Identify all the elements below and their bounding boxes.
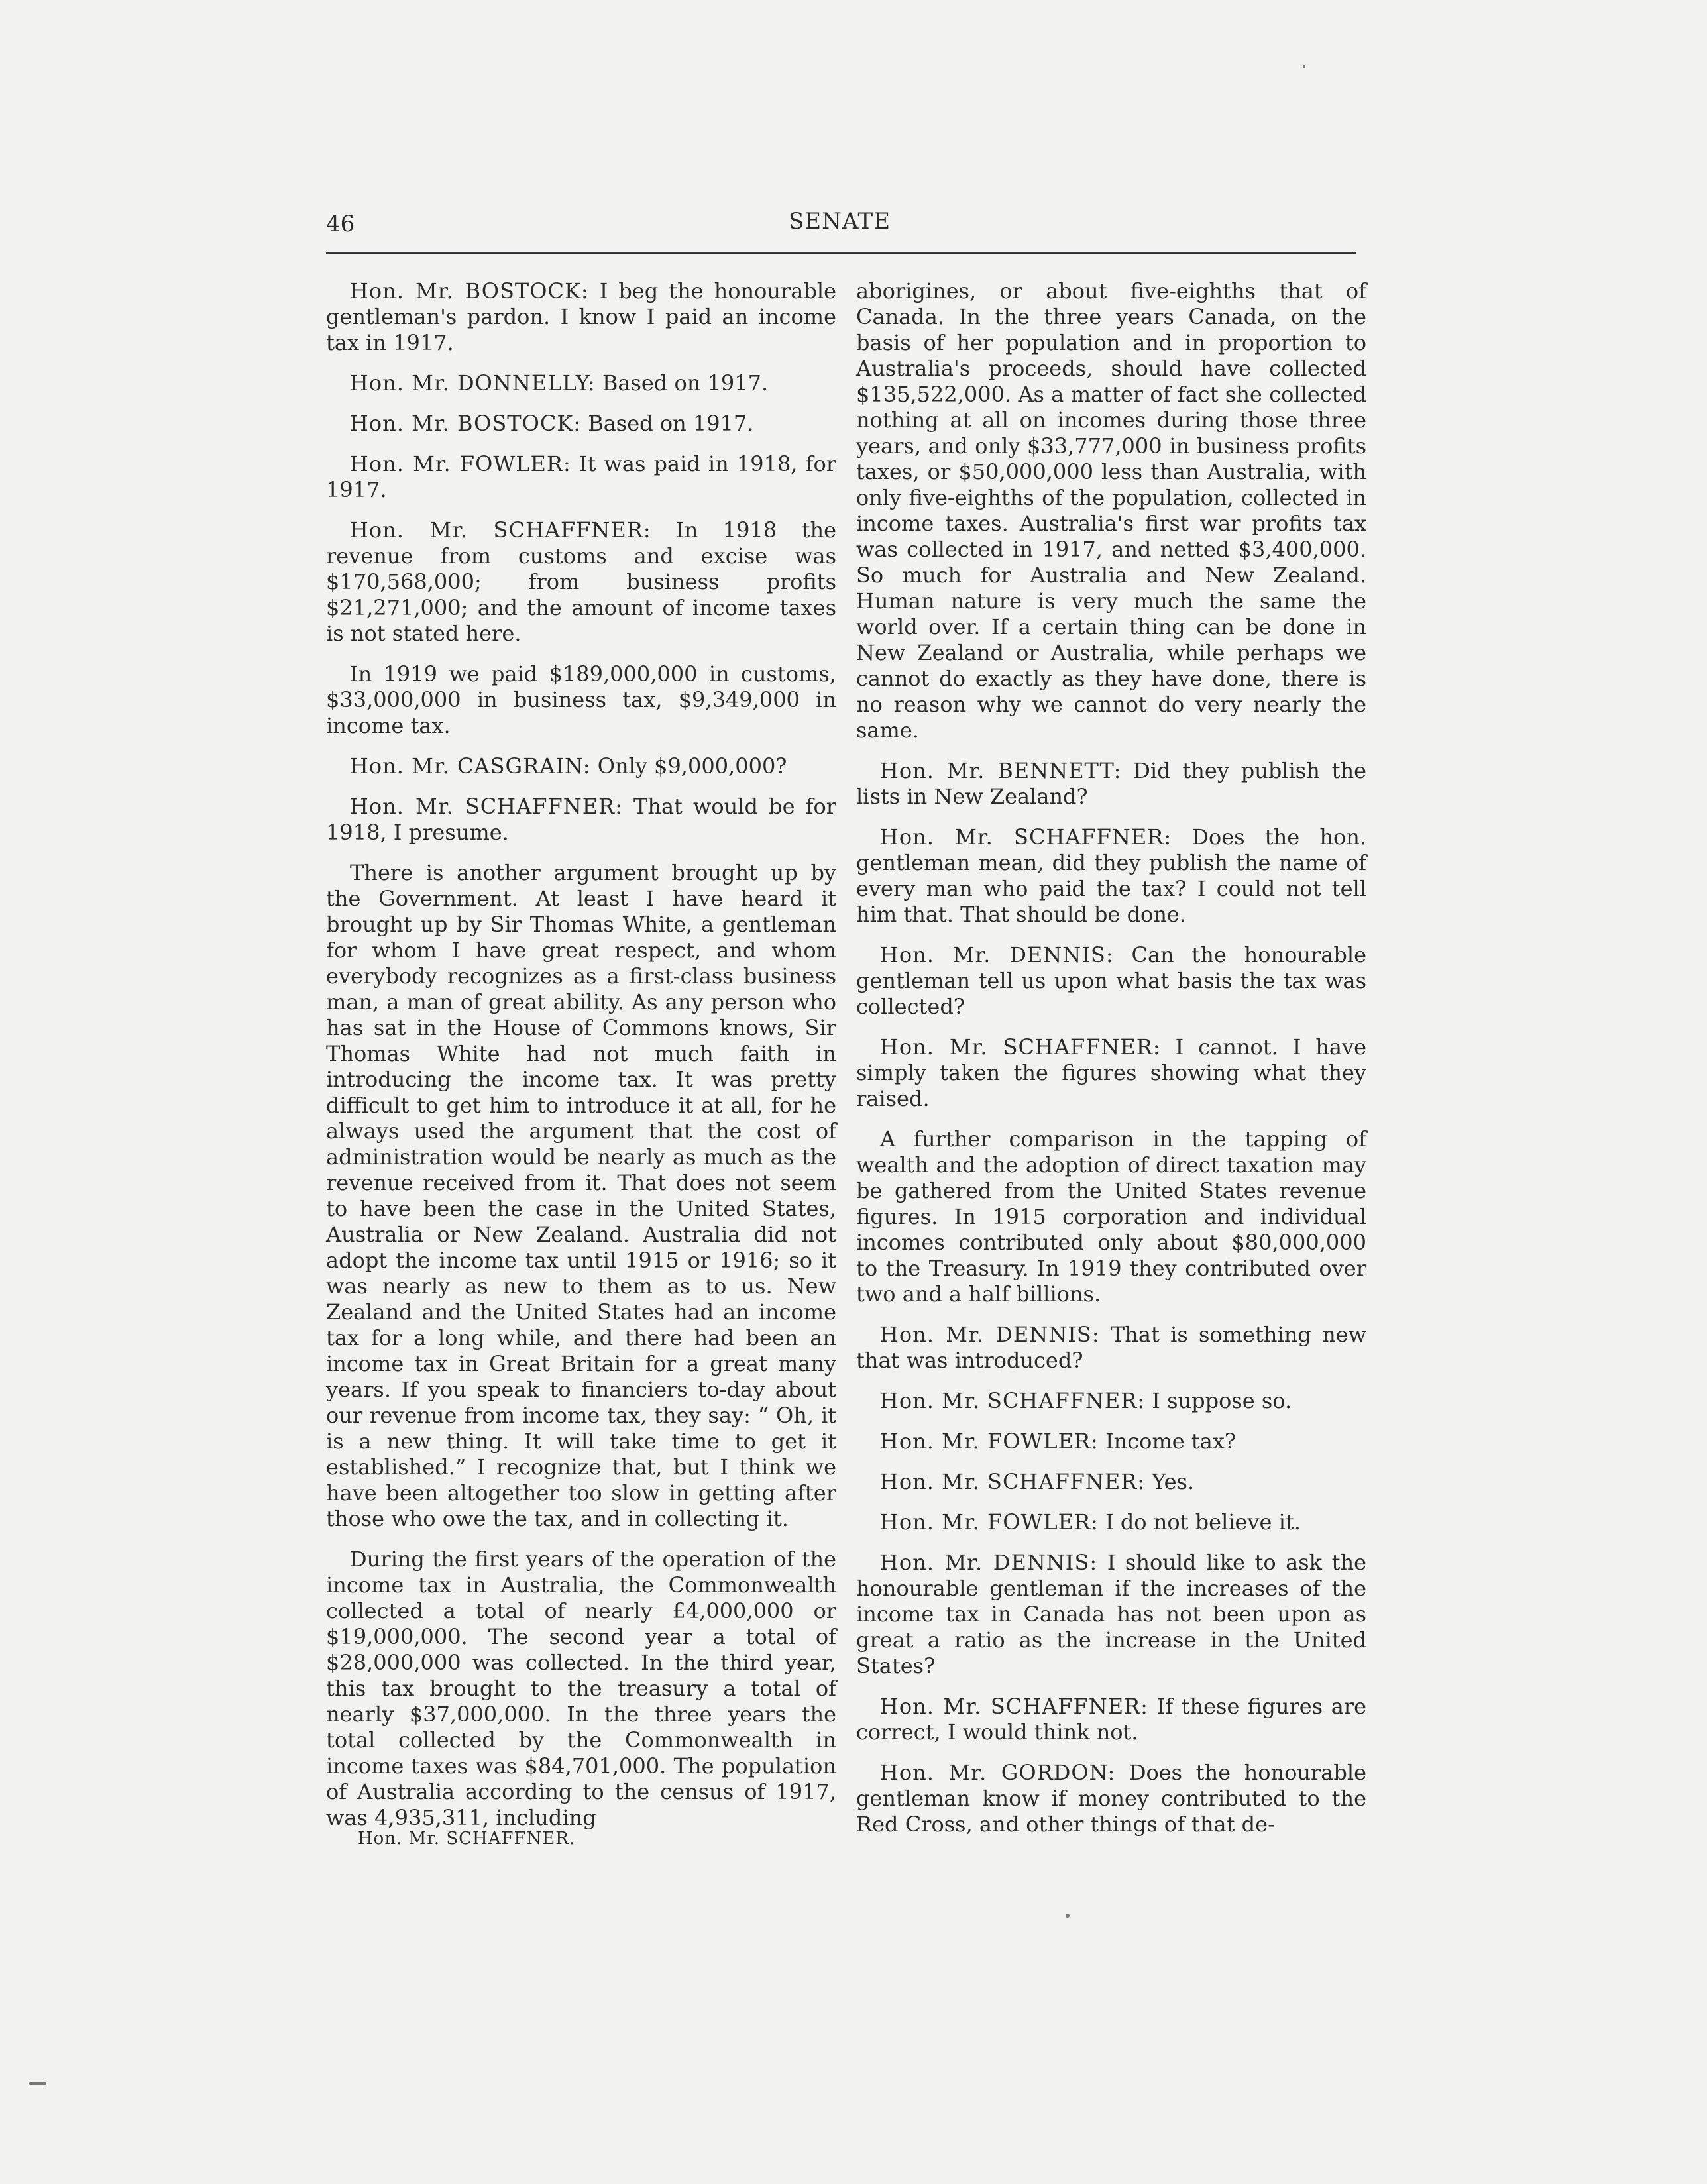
paragraph [856,1034,1366,1112]
page-number: 46 [326,211,355,237]
speech-text: That would be for 1918, I presume. [326,794,836,845]
paragraph [856,942,1366,1020]
speaker-name: Hon. Mr. DENNIS: [880,942,1114,967]
speech-text: It was paid in 1918, for 1917. [326,451,837,502]
speaker-name: Hon. Mr. SCHAFFNER: [880,1388,1146,1413]
paragraph [856,1126,1366,1307]
speech-text: If these figures are correct, I would think not. [856,1694,1367,1745]
paragraph [326,860,836,1532]
paragraph [326,794,836,846]
speaker-name: Hon. Mr. BENNETT: [880,758,1122,783]
paragraph [326,753,836,779]
speech-text: Income tax? [1105,1429,1237,1454]
speaker-name: Hon. Mr. FOWLER: [880,1429,1099,1454]
speech-text: Yes. [1152,1469,1195,1494]
paragraph [326,278,836,356]
speaker-name: Hon. Mr. DONNELLY: [350,370,596,396]
paragraph [326,451,836,503]
paragraph [856,1550,1366,1679]
speech-text: Does the honourable gentleman know if money contributed to the Red Cross, and other things of that de- [856,1760,1367,1837]
scan-speck [1066,1914,1070,1918]
speech-text: I suppose so. [1152,1388,1292,1413]
paragraph [326,411,836,437]
scan-speck [29,2082,46,2085]
speaker-name: Hon. Mr. DENNIS: [880,1550,1098,1575]
speaker-name: Hon. Mr. BOSTOCK: [350,278,589,303]
speech-text: Only $9,000,000? [597,753,787,779]
speaker-name: Hon. Mr. SCHAFFNER: [880,1694,1148,1719]
speech-text: I cannot. I have simply taken the figures showing what they raised. [856,1034,1367,1111]
running-head: SENATE [789,208,891,235]
paragraph [856,1694,1366,1745]
speech-text: In 1919 we paid $189,000,000 in customs, $33,000,000 in business tax, $9,349,000 in income tax. [326,661,836,738]
speech-text: Does the hon. gentleman mean, did they publish the name of every man who paid the tax? I could not tell him that. That should be done. [856,824,1367,927]
speaker-name: Hon. Mr. SCHAFFNER: [350,518,651,543]
speech-text: Based on 1917. [602,370,769,396]
speaker-name: Hon. Mr. SCHAFFNER: [880,1034,1161,1060]
paragraph [856,1388,1366,1414]
speech-text: During the first years of the operation of the income tax in Australia, the Commonwealth collected a total of nearly £4,000,000 or $19,000,000. The second year a total of $28,000,000 was collected. In the third year, this tax brought to the treasury a total of nearly $37,000,000. In the three years the total collected by the Commonwealth in income taxes was $84,701,000. The population of Australia according to the census of 1917, was 4,935,311, including [326,1547,836,1830]
paragraph [856,1760,1366,1837]
speaker-name: Hon. Mr. BOSTOCK: [350,411,582,436]
speech-text: Based on 1917. [588,411,754,436]
speaker-name: Hon. Mr. GORDON: [880,1760,1116,1785]
speaker-name: Hon. Mr. SCHAFFNER: [350,794,623,819]
scan-speck [1303,65,1305,68]
speech-text: I beg the honourable gentleman's pardon. I know I paid an income tax in 1917. [326,278,837,355]
paragraph [856,824,1366,928]
speech-text: Did they publish the lists in New Zealand? [856,758,1367,809]
paragraph [856,1509,1366,1535]
speaker-name: Hon. Mr. FOWLER: [350,451,571,476]
paragraph [856,278,1366,743]
speech-text: That is something new that was introduced? [856,1322,1367,1373]
speech-text: In 1918 the revenue from customs and excise was $170,568,000; from business profits $21,271,000; and the amount of income taxes is not stated here. [326,518,837,646]
speech-text: A further comparison in the tapping of wealth and the adoption of direct taxation may be gathered from the United States revenue figures. In 1915 corporation and individual incomes contributed only about $80,000,000 to the Treasury. In 1919 they contributed over two and a half billions. [856,1126,1366,1307]
speech-text: There is another argument brought up by the Government. At least I have heard it brought up by Sir Thomas White, a gentleman for whom I have great respect, and whom everybody recognizes as a first-class business man, a man of great ability. As any person who has sat in the House of Commons knows, Sir Thomas White had not much faith in introducing the income tax. It was pretty difficult to get him to introduce it at all, for he always used the argument that the cost of administration would be nearly as much as the revenue received from it. That does not seem to have been the case in the United States, Australia or New Zealand. Australia did not adopt the income tax until 1915 or 1916; so it was nearly as new to them as to us. New Zealand and the United States had an income tax for a long while, and there had been an income tax in Great Britain for a great many years. If you speak to financiers to-day about our revenue from income tax, they say: “ Oh, it is a new thing. It will take time to get it established.” I recognize that, but I think we have been altogether too slow in getting after those who owe the tax, and in collecting it. [326,860,836,1531]
speaker-name: Hon. Mr. SCHAFFNER: [880,1469,1146,1494]
paragraph [856,758,1366,810]
speech-text: aborigines, or about five-eighths that of Canada. In the three years Canada, on the basis of her population and in proportion to Australia's proceeds, should have collected $135,522,000. As a matter of fact she collected nothing at all on incomes during those three years, and only $33,777,000 in business profits taxes, or $50,000,000 less than Australia, with only five-eighths of the population, collected in income taxes. Australia's first war profits tax was collected in 1917, and netted $3,400,000. So much for Australia and New Zealand. Human nature is very much the same the world over. If a certain thing can be done in New Zealand or Australia, while perhaps we cannot do exactly as they have done, there is no reason why we cannot do very nearly the same. [856,278,1366,743]
running-footer: Hon. Mr. SCHAFFNER. [358,1829,576,1849]
paragraph [856,1469,1366,1495]
speech-text: I do not believe it. [1105,1509,1301,1535]
paragraph [326,1547,836,1831]
paragraph [326,661,836,739]
paragraph [326,518,836,647]
speech-text: Can the honourable gentleman tell us upon what basis the tax was collected? [856,942,1367,1019]
speech-text: I should like to ask the honourable gentleman if the increases of the income tax in Canada has not been upon as great a ratio as the increase in the United States? [856,1550,1367,1678]
speaker-name: Hon. Mr. SCHAFFNER: [880,824,1172,849]
paragraph [856,1322,1366,1374]
paragraph [326,370,836,396]
right-column [856,278,1366,1852]
speaker-name: Hon. Mr. DENNIS: [880,1322,1100,1347]
left-column [326,278,836,1845]
header-rule [326,252,1356,254]
speaker-name: Hon. Mr. CASGRAIN: [350,753,591,779]
paragraph [856,1429,1366,1454]
speaker-name: Hon. Mr. FOWLER: [880,1509,1099,1535]
